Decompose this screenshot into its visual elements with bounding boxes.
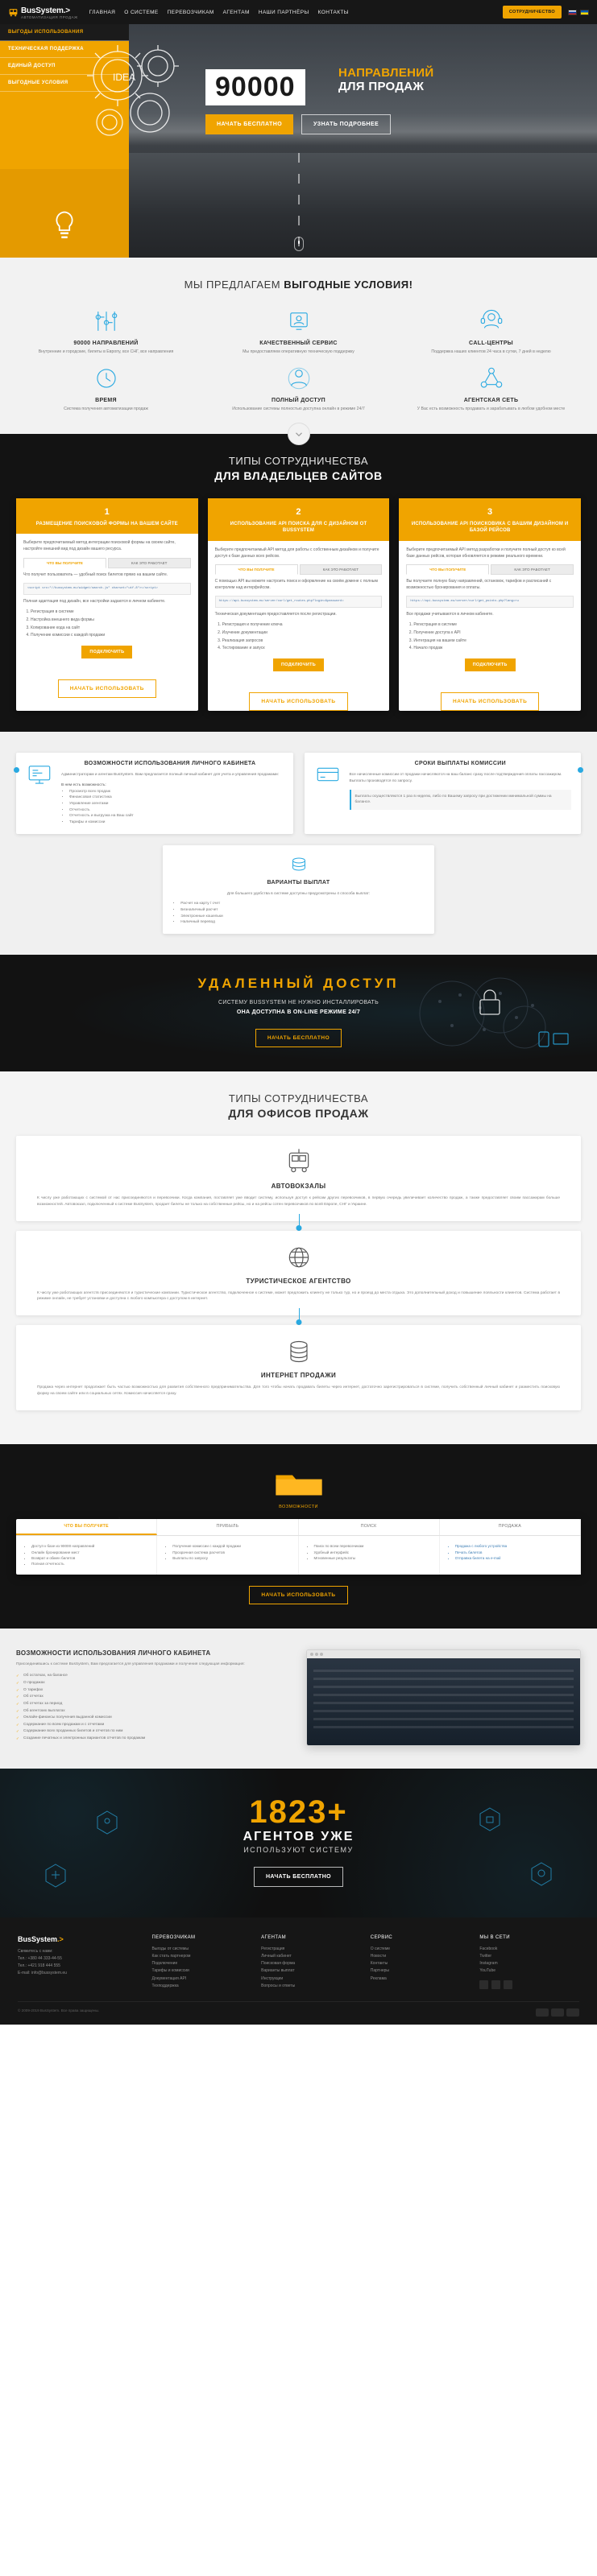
hero-tab-benefits[interactable]: ВЫГОДЫ ИСПОЛЬЗОВАНИЯ bbox=[0, 24, 129, 41]
cabinet-screenshot bbox=[307, 1658, 581, 1745]
connector-dot-icon bbox=[14, 767, 19, 773]
office-card-title: АВТОВОКЗАЛЫ bbox=[271, 1182, 326, 1190]
card-lead: Выберите предпочитаемый API метод разработки и получите полный доступ ко всей базе данных рейсов, которая обновляется в режиме реального времени. bbox=[406, 547, 566, 559]
offer-item-text: Мы предоставляем оперативную техническую поддержку bbox=[243, 349, 354, 354]
hex-badge-icon bbox=[45, 1864, 66, 1888]
footer-link[interactable]: Варианты выплат bbox=[261, 1968, 295, 1974]
globe-icon bbox=[37, 1242, 560, 1273]
offer-item-head: CALL-ЦЕНТРЫ bbox=[469, 341, 513, 346]
cabinet-feature-item: • Управление агентами bbox=[69, 801, 279, 807]
nav-item-partners[interactable]: НАШИ ПАРТНЁРЫ bbox=[258, 9, 309, 15]
svg-text:IDEA: IDEA bbox=[113, 72, 136, 83]
footer-column-carriers bbox=[152, 1935, 252, 1991]
card-header bbox=[16, 498, 198, 535]
card-start-button[interactable]: НАЧАТЬ ИСПОЛЬЗОВАТЬ bbox=[441, 692, 539, 711]
card-paragraph: С помощью API вы можете настроить поиск и оформление на своём домене с полным контролем над интерфейсом. bbox=[214, 579, 378, 591]
card-step: 1. Регистрация в системе bbox=[413, 622, 574, 629]
card-tab-howitworks[interactable]: КАК ЭТО РАБОТАЕТ bbox=[491, 564, 574, 575]
footer-column-agents bbox=[261, 1935, 361, 1991]
office-card bbox=[16, 1136, 581, 1221]
offer-item-head: КАЧЕСТВЕННЫЙ СЕРВИС bbox=[259, 341, 338, 346]
twitter-icon[interactable] bbox=[491, 1980, 500, 1989]
card-tabs bbox=[406, 564, 574, 575]
feature-item: • Доступ к базе из 90000 направлений bbox=[31, 1543, 148, 1549]
hero-tab-support[interactable]: ТЕХНИЧЕСКАЯ ПОДДЕРЖКА bbox=[0, 41, 129, 58]
cabinet-feature-item: • Просмотр всех продаж bbox=[69, 789, 279, 795]
card-lead: Выберите предпочитаемый API метод для работы с собственным дизайном и получите доступ к базе данных всех рейсов. bbox=[214, 547, 379, 559]
features-tab-panel bbox=[16, 1519, 581, 1574]
cabinet-list-item: ✓ Онлайн-финансы получения выданной комиссии bbox=[16, 1715, 292, 1722]
offer-item-head: ВРЕМЯ bbox=[95, 397, 117, 403]
footer-link[interactable]: Личный кабинет bbox=[261, 1953, 292, 1959]
owners-title-plain: ТИПЫ СОТРУДНИЧЕСТВА bbox=[228, 454, 369, 467]
card-number: 1 bbox=[104, 506, 110, 517]
footer-logo-accent: .> bbox=[57, 1934, 64, 1943]
office-card-title: ТУРИСТИЧЕСКОЕ АГЕНТСТВО bbox=[246, 1277, 351, 1285]
feature-item: • Поиск по всем перевозчикам bbox=[314, 1543, 431, 1549]
remote-access-section bbox=[0, 955, 597, 1071]
card-step: 1. Регистрация в системе bbox=[31, 609, 191, 616]
cabinet-title: ВОЗМОЖНОСТИ ИСПОЛЬЗОВАНИЯ ЛИЧНОГО КАБИНЕТА bbox=[16, 1649, 211, 1657]
copyright-text: © 2009-2019 BusSystem. Все права защищены. bbox=[18, 2008, 100, 2013]
agents-count-title: АГЕНТОВ УЖЕ bbox=[243, 1829, 354, 1843]
card-body bbox=[399, 541, 581, 681]
connector-dot-icon bbox=[578, 767, 583, 773]
hex-badge-icon bbox=[97, 1810, 118, 1835]
card-step: 1. Регистрация и получение ключа bbox=[222, 622, 383, 629]
offer-item-text: Использование системы полностью доступна онлайн в режиме 24/7 bbox=[232, 406, 365, 411]
cooperation-button[interactable]: СОТРУДНИЧЕСТВО bbox=[503, 6, 562, 19]
payout-option-item: • Электронные кошельки bbox=[180, 914, 424, 920]
commission-terms-title: СРОКИ ВЫПЛАТЫ КОМИССИИ bbox=[414, 761, 506, 767]
offer-title bbox=[16, 279, 581, 291]
owners-card bbox=[16, 498, 198, 712]
card-step: 4. Получение комиссии с каждой продажи bbox=[31, 633, 191, 639]
footer-contact-line: Тел.: +380 44 333-44-55 bbox=[18, 1955, 62, 1961]
cabinet-feature-item: • Отчетность и выгрузка на Ваш сайт bbox=[69, 813, 279, 819]
card-paragraph: Техническая документация предоставляется после регистрации. bbox=[214, 612, 337, 617]
agents-count: 1823+ bbox=[249, 1794, 348, 1830]
feature-item: • Выплаты по запросу bbox=[172, 1555, 289, 1561]
footer-column-social bbox=[479, 1935, 579, 1991]
payment-icons bbox=[536, 2008, 579, 2017]
office-card-text: К числу уже работающих с системой от нас присоединяются и перевозчики. Когда компания, поставляет уже вводит систему, используя доступ к рейсам других перевозчиков, в первую очередь увеличивает количество продаж, а также предоставляет своим пассажирам больше возможностей. Автовокзал, подключенный к системе BusSystem, продает билеты не только на собственные рейсы, но и на рейсы сотен перевозчиков по всей Европе, СНГ и Украине. bbox=[37, 1195, 560, 1207]
office-card-text: Продажа через интернет продолжает быть частью возможностью для развития собственного предпринимательства. Для того чтобы начать продавать билеты через интернет, достаточно зарегистрироваться в системе, получить собственный личный кабинет и разместить поисковую форму на своем сайте или в социальных сетях. Комиссия начисляется сразу. bbox=[37, 1385, 560, 1397]
cabinet-features-title: ВОЗМОЖНОСТИ ИСПОЛЬЗОВАНИЯ ЛИЧНОГО КАБИНЕТА bbox=[84, 761, 256, 767]
footer-link[interactable]: Инструкции bbox=[261, 1975, 284, 1981]
card-tabs bbox=[23, 558, 191, 568]
nav-item-carriers[interactable]: ПЕРЕВОЗЧИКАМ bbox=[167, 9, 214, 15]
card-connect-button[interactable]: ПОДКЛЮЧИТЬ bbox=[81, 646, 132, 658]
card-start-button[interactable]: НАЧАТЬ ИСПОЛЬЗОВАТЬ bbox=[249, 692, 347, 711]
hex-badge-icon bbox=[479, 1807, 500, 1831]
cabinet-features-list bbox=[61, 789, 279, 826]
cabinet-list-item: ✓ Об отчетах за период bbox=[16, 1701, 292, 1708]
hero-actions bbox=[205, 114, 391, 134]
paypal-icon bbox=[566, 2008, 579, 2017]
hero-start-free-button[interactable]: НАЧАТЬ БЕСПЛАТНО bbox=[205, 114, 293, 134]
card-steps bbox=[23, 609, 191, 639]
site-owners-section bbox=[0, 434, 597, 733]
card-header bbox=[208, 498, 390, 541]
payout-option-item: • Безналичный расчет bbox=[180, 907, 424, 914]
card-connect-button[interactable]: ПОДКЛЮЧИТЬ bbox=[465, 658, 516, 671]
office-card-title: ИНТЕРНЕТ ПРОДАЖИ bbox=[260, 1372, 337, 1380]
footer-column-service bbox=[371, 1935, 471, 1991]
card-tab-benefits[interactable]: ЧТО ВЫ ПОЛУЧИТЕ bbox=[406, 564, 489, 575]
footer-link[interactable]: Выгоды от системы bbox=[151, 1946, 189, 1951]
remote-access-line2: ОНА ДОСТУПНА В ON-LINE РЕЖИМЕ 24/7 bbox=[236, 1009, 361, 1015]
hero-section bbox=[0, 24, 597, 258]
footer-link[interactable]: Поисковая форма bbox=[261, 1961, 296, 1967]
payout-option-item: • Расчет на карту / счет bbox=[180, 901, 424, 907]
counter-start-free-button[interactable]: НАЧАТЬ БЕСПЛАТНО bbox=[254, 1867, 343, 1887]
owners-title-bold: ДЛЯ ВЛАДЕЛЬЦЕВ САЙТОВ bbox=[214, 469, 383, 482]
agents-counter-section bbox=[0, 1769, 597, 1918]
footer-link[interactable]: Тарифы и комиссии bbox=[151, 1968, 189, 1974]
cabinet-list-item: ✓ Содержание всех проданных билетов и отчетов по ним bbox=[16, 1728, 292, 1736]
nav-item-agents[interactable]: АГЕНТАМ bbox=[222, 9, 250, 15]
cabinet-screenshot-column bbox=[306, 1649, 582, 1746]
commission-terms-note: Выплаты осуществляются 1 раз в неделю, либо по Вашему запросу при достижении минимальной суммы на балансе. bbox=[350, 790, 572, 810]
cloud-network-icon bbox=[404, 969, 573, 1066]
hero-title bbox=[338, 66, 433, 94]
card-number: 3 bbox=[487, 506, 493, 517]
tab-search[interactable]: ПОИСК bbox=[299, 1519, 440, 1535]
tab-what-you-get[interactable]: ЧТО ВЫ ПОЛУЧИТЕ bbox=[16, 1519, 157, 1535]
footer-link[interactable]: Twitter bbox=[479, 1953, 492, 1959]
remote-start-free-button[interactable]: НАЧАТЬ БЕСПЛАТНО bbox=[255, 1029, 342, 1047]
footer-link[interactable]: О системе bbox=[370, 1946, 391, 1951]
features-start-button[interactable]: НАЧАТЬ ИСПОЛЬЗОВАТЬ bbox=[249, 1586, 347, 1604]
payout-options-list bbox=[172, 901, 424, 926]
office-card bbox=[16, 1325, 581, 1410]
card-steps bbox=[215, 622, 383, 652]
access-icon bbox=[218, 364, 379, 393]
folder-icon bbox=[272, 1467, 325, 1499]
routes-icon bbox=[26, 307, 186, 336]
card-step: 4. Начало продаж bbox=[413, 646, 574, 652]
card-step: 2. Изучение документации bbox=[222, 630, 383, 637]
features-column bbox=[440, 1536, 581, 1574]
tab-sale[interactable]: ПРОДАЖА bbox=[440, 1519, 581, 1535]
cabinet-feature-item: • Отчетность bbox=[69, 807, 279, 814]
card-header bbox=[399, 498, 581, 541]
card-step: 4. Тестирование и запуск bbox=[222, 646, 383, 652]
card-start-button[interactable]: НАЧАТЬ ИСПОЛЬЗОВАТЬ bbox=[58, 679, 156, 698]
card-title: ИСПОЛЬЗОВАНИЕ API ПОИСКА ДЛЯ С ДИЗАЙНОМ ОТ BUSSYSTEM bbox=[230, 521, 367, 534]
mastercard-icon bbox=[551, 2008, 564, 2017]
offer-item bbox=[16, 364, 196, 413]
cabinet-list-item: ✓ О продажах bbox=[16, 1680, 292, 1687]
offer-item bbox=[209, 307, 388, 356]
cabinet-feature-item: • Тарифы и комиссии bbox=[69, 819, 279, 826]
card-step: 2. Получение доступа к API bbox=[413, 630, 574, 637]
card-step: 2. Настройка внешнего вида формы bbox=[31, 617, 191, 624]
folder-header bbox=[260, 1467, 338, 1509]
offer-item bbox=[209, 364, 388, 413]
footer-link[interactable]: Реклама bbox=[370, 1975, 387, 1981]
lightbulb-icon bbox=[52, 211, 77, 242]
logo-subtitle: АВТОМАТИЗАЦИЯ ПРОДАЖ bbox=[21, 14, 78, 19]
flag-ua-icon[interactable] bbox=[580, 10, 589, 15]
logo-text: BusSystem bbox=[21, 6, 64, 15]
hex-badge-icon bbox=[531, 1862, 552, 1886]
offer-title-bold: ВЫГОДНЫЕ УСЛОВИЯ! bbox=[284, 279, 413, 291]
card-body bbox=[16, 534, 198, 668]
cabinet-features-box bbox=[16, 753, 293, 833]
bus-logo-icon bbox=[8, 7, 19, 18]
footer-contact-line: E-mail: info@bussystem.eu bbox=[18, 1971, 67, 1976]
footer-link[interactable]: Техподдержка bbox=[151, 1983, 179, 1988]
cabinet-info-section bbox=[0, 732, 597, 955]
connector-dot-icon bbox=[296, 1225, 301, 1231]
card-paragraph: Вы получаете полную базу направлений, остановок, тарифов и расписаний с возможностью бронирования и оплаты. bbox=[406, 579, 552, 591]
offer-item-head: ПОЛНЫЙ ДОСТУП bbox=[272, 397, 325, 403]
footer-link[interactable]: Instagram bbox=[479, 1961, 498, 1967]
browser-titlebar bbox=[307, 1650, 581, 1658]
cabinet-intro: Присоединившись к системе BusSystem, Вам предлагается для управления продажами и получения следующая информация: bbox=[16, 1662, 245, 1666]
commission-terms-text: Все начисленные комиссии от продажи начисляются на ваш баланс сразу после подтверждения оплаты пассажиром. Выплаты производятся по запросу. bbox=[349, 773, 562, 783]
hero-title-line1: НАПРАВЛЕНИЙ bbox=[338, 66, 434, 80]
language-switcher bbox=[568, 10, 589, 15]
card-paragraph: Полная адаптация под дизайн, все настройки задаются в личном кабинете. bbox=[23, 599, 166, 605]
card-code-snippet[interactable]: https://api.bussystem.eu/server/curl/get_routes.php?login=&password= bbox=[215, 596, 383, 609]
feature-item: • Онлайн бронирование мест bbox=[31, 1550, 148, 1555]
facebook-icon[interactable] bbox=[479, 1980, 488, 1989]
nav-item-about[interactable]: О СИСТЕМЕ bbox=[124, 9, 159, 15]
browser-dot-icon bbox=[315, 1653, 318, 1656]
footer-link[interactable]: Новости bbox=[370, 1953, 387, 1959]
footer-grid bbox=[18, 1935, 579, 1991]
sales-offices-section bbox=[0, 1071, 597, 1444]
office-card-text: К числу уже работающих агентств присоединяются и туристические компании. Туристическое агентство, подключенное к системе, может предложить клиенту не только тур, но и проезд до места отдыха. Это дополнительный доход и повышение лояльности клиентов. Система работает в режиме онлайн, не требует установки и доступна с любого компьютера с доступом в интернет. bbox=[37, 1290, 560, 1302]
footer-logo-text: BusSystem bbox=[18, 1934, 58, 1943]
footer-link[interactable]: Партнеры bbox=[370, 1968, 390, 1974]
card-title: ИСПОЛЬЗОВАНИЕ API ПОИСКОВИКА С ВАШИМ ДИЗАЙНОМ И БАЗОЙ РЕЙСОВ bbox=[411, 521, 569, 534]
card-tab-benefits[interactable]: ЧТО ВЫ ПОЛУЧИТЕ bbox=[215, 564, 298, 575]
cabinet-list bbox=[16, 1673, 292, 1742]
card-tabs bbox=[215, 564, 383, 575]
feature-item: • Возврат и обмен билетов bbox=[31, 1555, 148, 1561]
feature-item: • Печать билетов bbox=[455, 1550, 572, 1555]
cabinet-text-column bbox=[16, 1649, 292, 1743]
agents-count-subtitle: ИСПОЛЬЗУЮТ СИСТЕМУ bbox=[243, 1845, 354, 1854]
offer-title-plain: МЫ ПРЕДЛАГАЕМ bbox=[184, 279, 281, 291]
card-steps bbox=[406, 622, 574, 652]
offices-title-bold: ДЛЯ ОФИСОВ ПРОДАЖ bbox=[228, 1106, 369, 1120]
offer-item bbox=[401, 307, 581, 356]
offer-item-head: 90000 НАПРАВЛЕНИЙ bbox=[73, 341, 139, 346]
callcenter-icon bbox=[411, 307, 571, 336]
features-tabbar bbox=[16, 1519, 581, 1536]
card-code-snippet[interactable]: https://api.bussystem.eu/server/curl/get_points.php?lang=ru bbox=[406, 596, 574, 609]
card-lead: Выберите предпочитаемый метод интеграции поисковой формы на своем сайте, настройте внешний вид под дизайн вашего ресурса. bbox=[23, 540, 176, 552]
card-tab-benefits[interactable]: ЧТО ВЫ ПОЛУЧИТЕ bbox=[23, 558, 106, 568]
offer-item-text: У Вас есть возможность продавать и зарабатывать в любом удобном месте bbox=[417, 406, 566, 411]
footer-link[interactable]: Контакты bbox=[370, 1961, 388, 1967]
footer-contact-line: Тел.: +421 918 444 555 bbox=[18, 1963, 60, 1969]
card-number: 2 bbox=[296, 506, 301, 517]
hero-title-line2: ДЛЯ ПРОДАЖ bbox=[338, 80, 425, 94]
site-footer bbox=[0, 1918, 597, 2025]
features-column bbox=[299, 1536, 440, 1574]
payout-option-item: • Наличный перевод bbox=[180, 919, 424, 926]
main-navigation bbox=[89, 10, 503, 15]
commission-terms-box bbox=[305, 753, 582, 833]
cabinet-list-item: ✓ Об отчетах bbox=[16, 1694, 292, 1701]
footer-link[interactable]: Регистрация bbox=[261, 1946, 285, 1951]
browser-dot-icon bbox=[310, 1653, 313, 1656]
hero-tab-terms[interactable]: ВЫГОДНЫЕ УСЛОВИЯ bbox=[0, 75, 129, 92]
coins-icon bbox=[37, 1336, 560, 1367]
card-step: 3. Интеграция на вашем сайте bbox=[413, 638, 574, 645]
card-tab-howitworks[interactable]: КАК ЭТО РАБОТАЕТ bbox=[108, 558, 191, 568]
features-columns bbox=[16, 1536, 581, 1574]
feature-item: • Полная отчетность bbox=[31, 1561, 148, 1567]
feature-item: • Продажа с любого устройства bbox=[455, 1543, 572, 1549]
offer-item bbox=[16, 307, 196, 356]
offer-section bbox=[0, 258, 597, 434]
owners-cards bbox=[16, 498, 581, 712]
card-body bbox=[208, 541, 390, 681]
offer-item-text: Поддержка наших клиентов 24 часа в сутки, 7 дней в неделю bbox=[431, 349, 551, 354]
cabinet-list-item: ✓ Создание печатных и электронных вариантов отчетов по продажам bbox=[16, 1736, 292, 1743]
monitor-icon bbox=[26, 761, 53, 791]
footer-column-head: МЫ В СЕТИ bbox=[479, 1934, 510, 1940]
scroll-down-icon[interactable] bbox=[294, 237, 304, 251]
cabinet-features-intro: Администраторам и агентам BusSystem. Вам предлагается полный личный кабинет для учета и управления продажами: bbox=[61, 773, 280, 778]
visa-icon bbox=[536, 2008, 549, 2017]
footer-link[interactable]: YouTube bbox=[479, 1968, 496, 1974]
network-icon bbox=[411, 364, 571, 393]
owners-card bbox=[208, 498, 390, 712]
site-header bbox=[0, 0, 597, 24]
footer-logo bbox=[18, 1935, 143, 1943]
offer-grid bbox=[16, 307, 581, 413]
footer-link[interactable]: Подключение bbox=[151, 1961, 178, 1967]
connector-dot-icon bbox=[296, 1319, 301, 1325]
feature-item: • Отправка билета на e-mail bbox=[455, 1555, 572, 1561]
footer-column-head: ПЕРЕВОЗЧИКАМ bbox=[151, 1934, 196, 1940]
support-icon bbox=[218, 307, 379, 336]
hero-learn-more-button[interactable]: УЗНАТЬ ПОДРОБНЕЕ bbox=[301, 114, 391, 134]
features-column bbox=[16, 1536, 157, 1574]
social-icons bbox=[479, 1980, 579, 1989]
card-code-snippet[interactable]: <script src="//bussystem.eu/widget/search.js" charset="utf-8"></script> bbox=[23, 583, 191, 596]
card-step: 3. Копирование кода на сайт bbox=[31, 625, 191, 632]
tab-profit[interactable]: ПРИБЫЛЬ bbox=[157, 1519, 298, 1535]
features-tabs-section bbox=[0, 1444, 597, 1628]
clock-icon bbox=[26, 364, 186, 393]
cabinet-list-item: ✓ Об остатках, на балансе bbox=[16, 1673, 292, 1680]
card-title: РАЗМЕЩЕНИЕ ПОИСКОВОЙ ФОРМЫ НА ВАШЕМ САЙТЕ bbox=[35, 521, 178, 526]
offices-title-plain: ТИПЫ СОТРУДНИЧЕСТВА bbox=[228, 1092, 369, 1104]
nav-item-home[interactable]: ГЛАВНАЯ bbox=[89, 9, 116, 15]
card-tab-howitworks[interactable]: КАК ЭТО РАБОТАЕТ bbox=[300, 564, 383, 575]
cabinet-grid bbox=[16, 1649, 581, 1746]
payout-options-intro: Для большего удобства в системе доступны предусмотрены 4 способа выплат: bbox=[226, 891, 371, 896]
nav-item-contacts[interactable]: КОНТАКТЫ bbox=[317, 9, 349, 15]
logo-accent: .> bbox=[63, 6, 70, 15]
remote-access-title: УДАЛЕННЫЙ ДОСТУП bbox=[197, 975, 400, 991]
footer-link[interactable]: Вопросы и ответы bbox=[261, 1983, 296, 1988]
footer-column-head: АГЕНТАМ bbox=[261, 1934, 286, 1940]
card-connect-button[interactable]: ПОДКЛЮЧИТЬ bbox=[273, 658, 324, 671]
hero-directions-number: 90000 bbox=[205, 69, 305, 105]
cabinet-feature-item: • Финансовая статистика bbox=[69, 795, 279, 801]
bus-station-icon bbox=[37, 1147, 560, 1178]
features-column bbox=[157, 1536, 298, 1574]
cabinet-features-bullets-head: В нем есть возможность: bbox=[61, 782, 106, 787]
offer-item bbox=[401, 364, 581, 413]
footer-contact-line: Свяжитесь с нами: bbox=[18, 1948, 53, 1954]
cabinet-list-item: ✓ Содержание по всем продажам и с отчетами bbox=[16, 1722, 292, 1729]
offer-item-head: АГЕНТСКАЯ СЕТЬ bbox=[463, 397, 519, 403]
payout-options-box bbox=[163, 845, 433, 934]
feature-item: • Прозрачная система расчетов bbox=[172, 1550, 289, 1555]
folder-label: ВОЗМОЖНОСТИ bbox=[279, 1505, 318, 1510]
cabinet-section bbox=[0, 1629, 597, 1769]
cabinet-info-grid bbox=[16, 753, 581, 833]
cabinet-list-item: ✓ Об агентских выплатах bbox=[16, 1708, 292, 1715]
footer-link[interactable]: Как стать партнером bbox=[151, 1953, 191, 1959]
coins-icon bbox=[172, 853, 424, 880]
card-step: 3. Реализация запросов bbox=[222, 638, 383, 645]
office-card bbox=[16, 1231, 581, 1316]
footer-brand-column bbox=[18, 1935, 143, 1991]
card-paragraph: Все продажи учитываются в личном кабинете. bbox=[406, 612, 494, 617]
cabinet-list-item: ✓ О тарифах bbox=[16, 1687, 292, 1695]
browser-dot-icon bbox=[320, 1653, 323, 1656]
footer-bottom bbox=[18, 2001, 579, 2017]
offer-item-text: Внутренние и городские, билеты в Европу, все СНГ, все направления bbox=[38, 349, 174, 354]
browser-mockup bbox=[306, 1649, 582, 1746]
hero-tab-access[interactable]: ЕДИНЫЙ ДОСТУП bbox=[0, 58, 129, 75]
feature-item: • Мгновенные результаты bbox=[314, 1555, 431, 1561]
gears-illustration-icon bbox=[81, 39, 193, 151]
feature-item: • Удобный интерфейс bbox=[314, 1550, 431, 1555]
footer-column-head: СЕРВИС bbox=[370, 1934, 393, 1940]
youtube-icon[interactable] bbox=[504, 1980, 512, 1989]
section-divider-icon bbox=[288, 423, 310, 445]
flag-ru-icon[interactable] bbox=[568, 10, 577, 15]
payout-options-title: ВАРИАНТЫ ВЫПЛАТ bbox=[267, 879, 330, 886]
credit-card-icon bbox=[314, 761, 342, 791]
logo[interactable] bbox=[8, 6, 78, 19]
footer-link[interactable]: Facebook bbox=[479, 1946, 498, 1951]
card-paragraph: Что получит пользователь — удобный поиск билетов прямо на вашем сайте. bbox=[23, 572, 168, 577]
owners-card bbox=[399, 498, 581, 712]
offer-item-text: Система получения автоматизации продаж bbox=[64, 406, 148, 411]
feature-item: • Получение комиссии с каждой продажи bbox=[172, 1543, 289, 1549]
footer-link[interactable]: Документация API bbox=[151, 1975, 187, 1981]
remote-access-line1: СИСТЕМУ BUSSYSTEM НЕ НУЖНО ИНСТАЛЛИРОВАТЬ bbox=[218, 999, 379, 1005]
